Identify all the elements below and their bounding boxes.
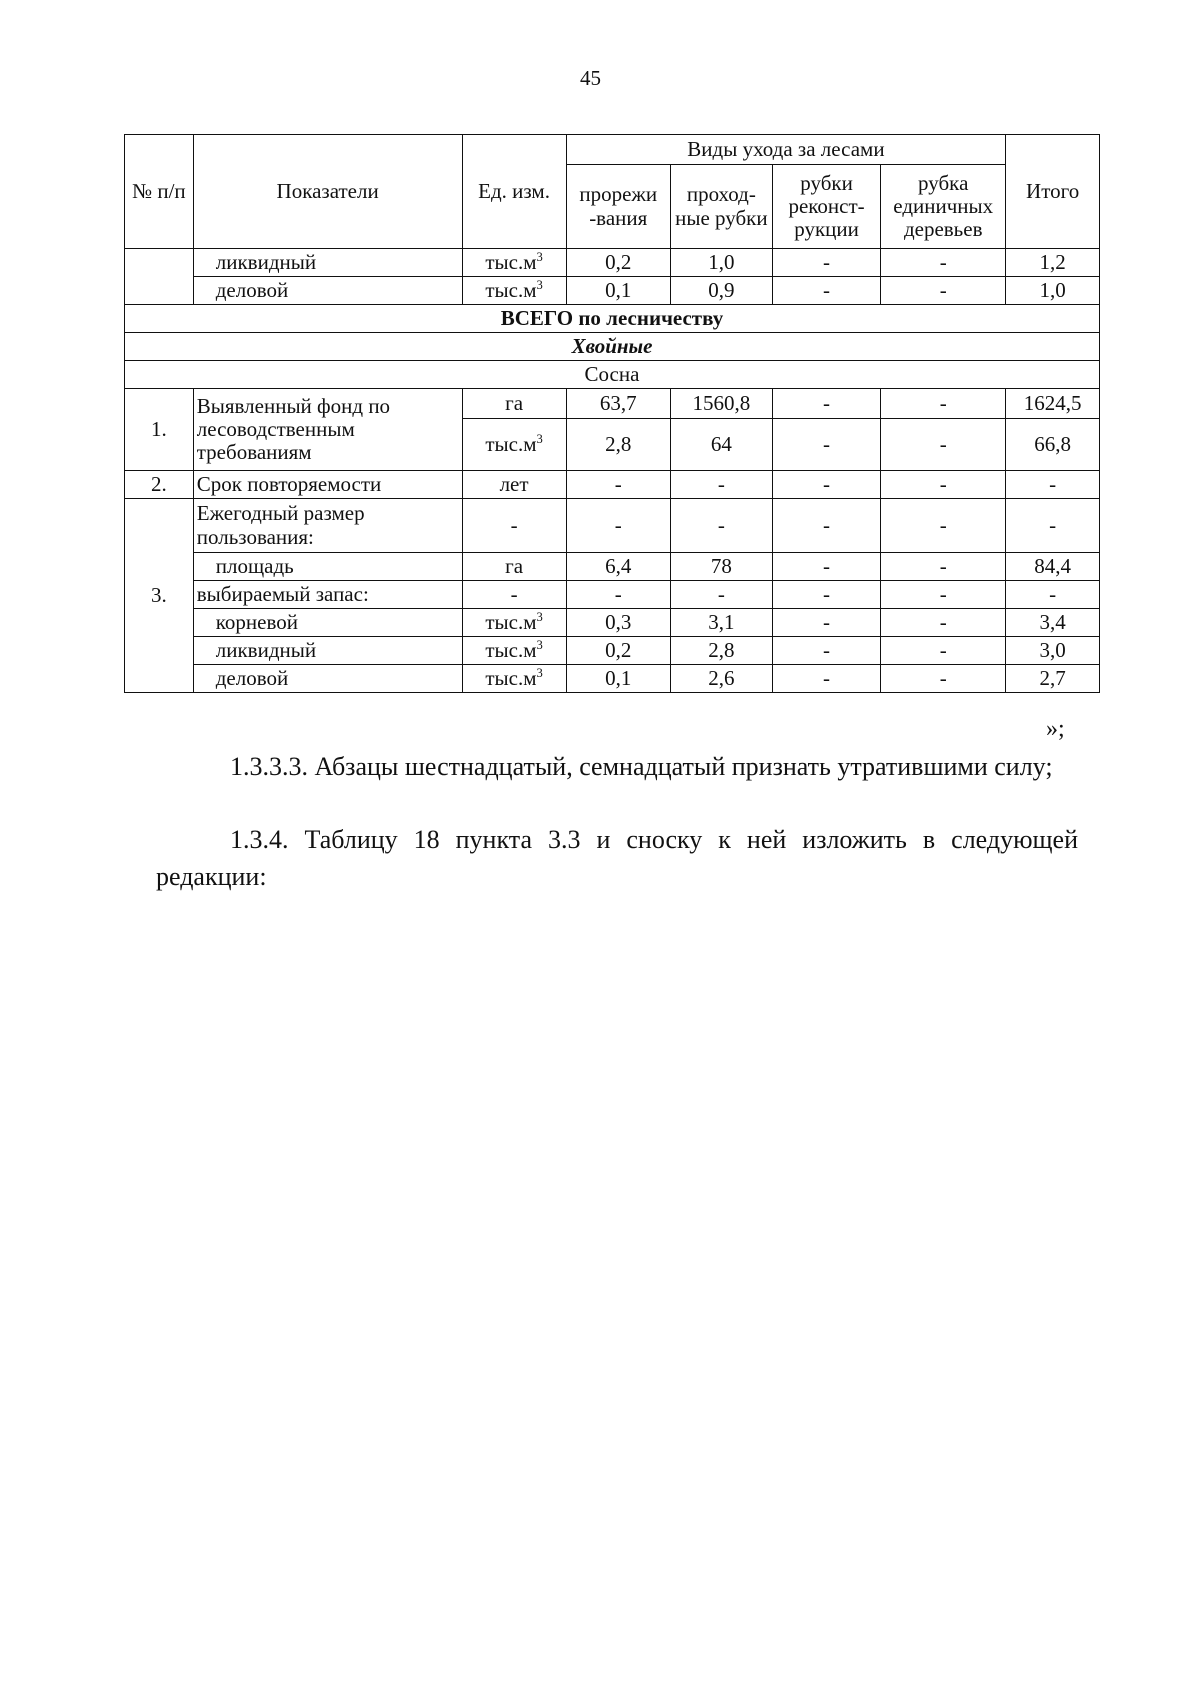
cell-value: - (772, 553, 880, 581)
cell-value: 64 (670, 419, 772, 471)
row-label: деловой (193, 665, 462, 693)
closing-quote: »; (1046, 716, 1065, 742)
cell-value: - (881, 637, 1006, 665)
cell-value: - (772, 389, 880, 419)
header-care-types: Виды ухода за лесами (566, 135, 1006, 165)
row-unit: га (462, 389, 566, 419)
cell-total: 84,4 (1006, 553, 1100, 581)
page-number: 45 (580, 66, 601, 90)
row-num: 3. (125, 499, 194, 693)
table-row (125, 665, 1100, 693)
cell-value: 1560,8 (670, 389, 772, 419)
cell-value: 0,1 (566, 665, 670, 693)
cell-total: 3,4 (1006, 609, 1100, 637)
header-reconstruction-cutting: рубки реконст- рукции (772, 165, 880, 249)
cell-value: - (772, 249, 880, 277)
row-label: Ежегодный размер пользования: (193, 499, 462, 553)
cell-value: - (881, 277, 1006, 305)
cell-value: 2,6 (670, 665, 772, 693)
cell-value: 1,0 (670, 249, 772, 277)
row-unit: $тыс.м^3$ (462, 637, 566, 665)
cell-value: 0,2 (566, 249, 670, 277)
row-label: выбираемый запас: (193, 581, 462, 609)
table-row (125, 553, 1100, 581)
table-row (125, 637, 1100, 665)
header-num: № п/п (125, 135, 194, 249)
cell-value: - (772, 499, 880, 553)
header-row (125, 135, 1100, 165)
cell-value: - (881, 471, 1006, 499)
empty-num-cell (125, 249, 194, 305)
header-passage-cutting: проход- ные рубки (670, 165, 772, 249)
cell-value: 2,8 (670, 637, 772, 665)
cell-value: - (881, 581, 1006, 609)
row-unit: га (462, 553, 566, 581)
cell-value: - (670, 499, 772, 553)
cell-total: - (1006, 471, 1100, 499)
row-label: ликвидный (193, 249, 462, 277)
section-species-row (125, 361, 1100, 389)
cell-value: - (772, 471, 880, 499)
header-single-tree-cutting: рубка единичных деревьев (881, 165, 1006, 249)
row-label: корневой (193, 609, 462, 637)
cell-value: - (772, 419, 880, 471)
table-row (125, 277, 1100, 305)
row-unit: - (462, 499, 566, 553)
row-unit: $тыс.м^3$ (462, 249, 566, 277)
section-group-row (125, 333, 1100, 361)
cell-value: - (881, 499, 1006, 553)
cell-total: 1,2 (1006, 249, 1100, 277)
paragraph-1-3-3-3: 1.3.3.3. Абзацы шестнадцатый, семнадцатый признать утратившими силу; (230, 752, 1053, 781)
cell-value: 0,9 (670, 277, 772, 305)
cell-value: - (772, 609, 880, 637)
row-unit: $тыс.м^3$ (462, 419, 566, 471)
cell-value: - (566, 499, 670, 553)
cell-value: 6,4 (566, 553, 670, 581)
section-group-heading: Хвойные (125, 333, 1100, 361)
cell-value: - (566, 471, 670, 499)
row-unit: $тыс.м^3$ (462, 665, 566, 693)
table-row (125, 389, 1100, 419)
cell-value: - (772, 581, 880, 609)
cell-value: 3,1 (670, 609, 772, 637)
row-label: ликвидный (193, 637, 462, 665)
cell-total: 1,0 (1006, 277, 1100, 305)
cell-total: - (1006, 499, 1100, 553)
cell-value: - (670, 581, 772, 609)
row-num: 1. (125, 389, 194, 471)
cell-value: 78 (670, 553, 772, 581)
cell-value: - (881, 389, 1006, 419)
cell-value: 0,3 (566, 609, 670, 637)
table-row (125, 249, 1100, 277)
cell-total: 2,7 (1006, 665, 1100, 693)
section-total-row (125, 305, 1100, 333)
cell-total: 66,8 (1006, 419, 1100, 471)
row-label: деловой (193, 277, 462, 305)
table-row (125, 581, 1100, 609)
row-unit: лет (462, 471, 566, 499)
row-unit: - (462, 581, 566, 609)
header-unit: Ед. изм. (462, 135, 566, 249)
table-row (125, 499, 1100, 553)
cell-value: 63,7 (566, 389, 670, 419)
cell-value: - (772, 637, 880, 665)
table-row (125, 609, 1100, 637)
cell-total: 3,0 (1006, 637, 1100, 665)
cell-total: - (1006, 581, 1100, 609)
row-unit: $тыс.м^3$ (462, 609, 566, 637)
row-label: Срок повторяемости (193, 471, 462, 499)
cell-value: - (881, 419, 1006, 471)
row-label: площадь (193, 553, 462, 581)
section-total-heading: ВСЕГО по лесничеству (125, 305, 1100, 333)
cell-value: - (772, 277, 880, 305)
header-total: Итого (1006, 135, 1100, 249)
cell-value: - (670, 471, 772, 499)
header-indicators: Показатели (193, 135, 462, 249)
cell-value: - (772, 665, 880, 693)
cell-total: 1624,5 (1006, 389, 1100, 419)
cell-value: - (566, 581, 670, 609)
header-thinning: прорежи -вания (566, 165, 670, 249)
row-label: Выявленный фонд по лесоводственным требованиям (193, 389, 462, 471)
cell-value: - (881, 553, 1006, 581)
cell-value: - (881, 609, 1006, 637)
section-species-heading: Сосна (125, 361, 1100, 389)
row-unit: $тыс.м^3$ (462, 277, 566, 305)
cell-value: - (881, 665, 1006, 693)
cell-value: 0,1 (566, 277, 670, 305)
paragraph-1-3-4: 1.3.4. Таблицу 18 пункта 3.3 и сноску к ней изложить в следующей редакции: (156, 825, 1078, 891)
forest-care-table (124, 134, 1100, 693)
table-row (125, 471, 1100, 499)
cell-value: 0,2 (566, 637, 670, 665)
cell-value: - (881, 249, 1006, 277)
cell-value: 2,8 (566, 419, 670, 471)
row-num: 2. (125, 471, 194, 499)
